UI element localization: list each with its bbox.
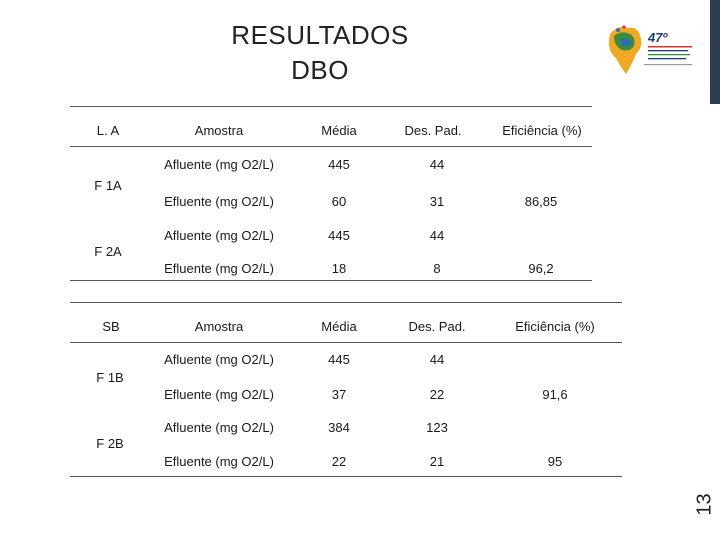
row-media: 37 — [331, 387, 347, 402]
conference-logo — [604, 20, 696, 78]
row-media: 445 — [328, 228, 350, 243]
header-eficiencia: Eficiência (%) — [502, 123, 582, 138]
row-media: 384 — [328, 420, 350, 435]
row-eficiencia: 95 — [547, 454, 563, 469]
header-des-pad: Des. Pad. — [404, 123, 462, 138]
row-amostra: Afluente (mg O2/L) — [164, 352, 274, 367]
table-b-bottom-rule — [70, 476, 622, 477]
group-label: F 1A — [94, 178, 122, 193]
row-amostra: Afluente (mg O2/L) — [164, 420, 274, 435]
table-b-header-rule — [70, 342, 622, 343]
page-number: 13 — [693, 492, 716, 516]
row-dp: 44 — [429, 157, 445, 172]
group-label: F 1B — [96, 370, 124, 385]
row-amostra: Afluente (mg O2/L) — [164, 228, 274, 243]
row-dp: 31 — [429, 194, 445, 209]
table-a-header-rule — [70, 146, 592, 147]
row-media: 445 — [328, 157, 350, 172]
row-media: 22 — [331, 454, 347, 469]
header-media: Média — [321, 319, 357, 334]
row-media: 18 — [331, 261, 347, 276]
header-media: Média — [321, 123, 357, 138]
table-a-bottom-rule — [70, 280, 592, 281]
row-amostra: Afluente (mg O2/L) — [164, 157, 274, 172]
side-accent-bar — [710, 0, 720, 104]
group-label: F 2B — [96, 436, 124, 451]
row-dp: 21 — [429, 454, 445, 469]
row-media: 445 — [328, 352, 350, 367]
page-subtitle: DBO — [291, 55, 349, 85]
header-la: L. A — [96, 123, 120, 138]
row-dp: 44 — [429, 352, 445, 367]
row-dp: 22 — [429, 387, 445, 402]
row-media: 60 — [331, 194, 347, 209]
row-amostra: Efluente (mg O2/L) — [164, 194, 274, 209]
table-b-top-rule — [70, 302, 622, 303]
header-des-pad: Des. Pad. — [408, 319, 466, 334]
header-sb: SB — [102, 319, 120, 334]
row-dp: 8 — [433, 261, 441, 276]
row-eficiencia: 91,6 — [542, 387, 568, 402]
row-amostra: Efluente (mg O2/L) — [164, 387, 274, 402]
page-title: RESULTADOS — [231, 20, 409, 50]
row-dp: 123 — [426, 420, 448, 435]
row-dp: 44 — [429, 228, 445, 243]
logo-number: 47º — [648, 30, 668, 45]
row-eficiencia: 86,85 — [524, 194, 558, 209]
row-amostra: Efluente (mg O2/L) — [164, 261, 274, 276]
row-eficiencia: 96,2 — [528, 261, 554, 276]
header-amostra: Amostra — [194, 123, 244, 138]
row-amostra: Efluente (mg O2/L) — [164, 454, 274, 469]
header-eficiencia: Eficiência (%) — [515, 319, 595, 334]
table-a-top-rule — [70, 106, 592, 107]
group-label: F 2A — [94, 244, 122, 259]
header-amostra: Amostra — [194, 319, 244, 334]
